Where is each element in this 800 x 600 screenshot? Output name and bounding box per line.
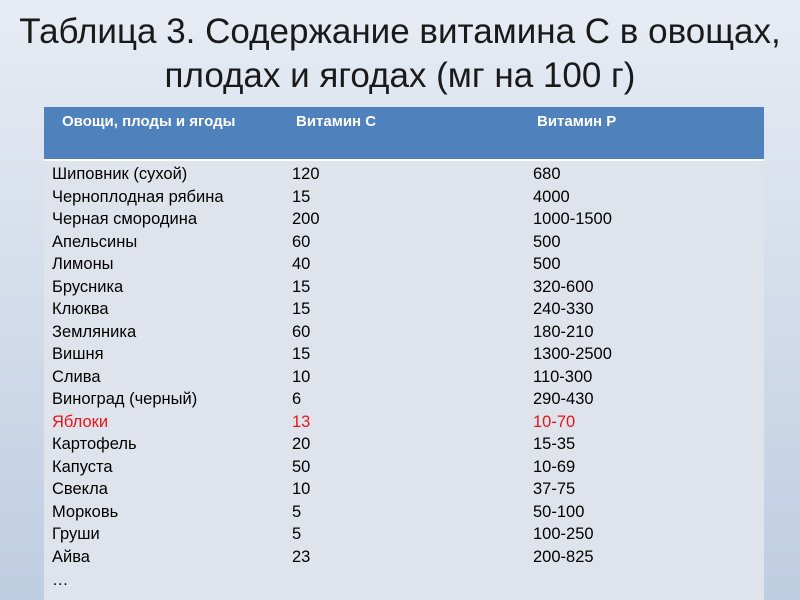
vitamin-p-cell: 1300-2500 (533, 345, 612, 363)
product-cell: Морковь (52, 502, 119, 521)
product-cell: Яблоки (52, 412, 109, 431)
product-cell: Апельсины (52, 232, 138, 251)
product-cell: Капуста (52, 457, 113, 476)
vitamin-c-cell: 10 (292, 480, 311, 498)
vitamin-c-cell: 15 (292, 187, 311, 206)
vitamin-p-cell: 180-210 (533, 322, 594, 341)
vitamin-c-cell: 23 (292, 547, 311, 566)
vitamin-p-cell: 500 (533, 255, 561, 273)
product-cell: Свекла (52, 480, 108, 498)
vitamin-p-cell: 15-35 (533, 435, 576, 453)
table-row (44, 231, 764, 254)
vitamin-p-cell: 10-69 (533, 457, 576, 476)
header-vitamin-p: Витамин Р (537, 113, 617, 130)
vitamin-p-cell: 100-250 (533, 525, 594, 543)
product-cell: Брусника (52, 277, 124, 296)
product-cell: Земляника (52, 322, 137, 341)
table-row (44, 546, 764, 569)
header-vitamin-c: Витамин С (296, 113, 377, 130)
table-row (44, 253, 764, 276)
vitamin-c-cell: 40 (292, 255, 311, 273)
table-row (44, 208, 764, 231)
table-body (44, 163, 764, 568)
product-cell: Черноплодная рябина (52, 187, 224, 206)
vitamin-c-cell: 60 (292, 322, 311, 341)
vitamin-p-cell: 37-75 (533, 480, 576, 498)
vitamin-c-cell: 15 (292, 345, 311, 363)
product-cell: Лимоны (52, 255, 114, 273)
product-cell: Айва (52, 547, 90, 566)
table-row (44, 433, 764, 456)
table-row (44, 186, 764, 209)
vitamin-table (44, 107, 764, 600)
header-product: Овощи, плоды и ягоды (62, 113, 236, 130)
vitamin-c-cell: 13 (292, 412, 311, 431)
vitamin-c-cell: 15 (292, 300, 311, 318)
vitamin-p-cell: 320-600 (533, 277, 594, 296)
vitamin-c-cell: 50 (292, 457, 311, 476)
product-cell: Черная смородина (52, 210, 198, 228)
vitamin-p-cell: 4000 (533, 187, 570, 206)
vitamin-p-cell: 500 (533, 232, 561, 251)
vitamin-p-cell: 680 (533, 165, 561, 183)
vitamin-c-cell: 5 (292, 502, 302, 521)
slide-title: Таблица 3. Содержание витамина С в овощах, плодах и ягодах (мг на 100 г) (19, 12, 781, 95)
vitamin-p-cell: 10-70 (533, 412, 576, 431)
table-row (44, 388, 764, 411)
vitamin-c-cell: 6 (292, 390, 302, 408)
table-ellipsis: … (52, 571, 69, 589)
vitamin-c-cell: 15 (292, 277, 311, 296)
table-row (44, 163, 764, 186)
vitamin-p-cell: 240-330 (533, 300, 594, 318)
vitamin-p-cell: 200-825 (533, 547, 594, 566)
table-row (44, 298, 764, 321)
table-row-highlighted (44, 411, 764, 434)
product-cell: Груши (52, 525, 100, 543)
table-row (44, 478, 764, 501)
vitamin-p-cell: 50-100 (533, 502, 585, 521)
product-cell: Картофель (52, 435, 137, 453)
vitamin-c-cell: 200 (292, 210, 320, 228)
product-cell: Клюква (52, 300, 109, 318)
table-row (44, 276, 764, 299)
vitamin-c-cell: 10 (292, 367, 311, 386)
vitamin-c-cell: 5 (292, 525, 302, 543)
table-row (44, 501, 764, 524)
table-row (44, 366, 764, 389)
vitamin-c-cell: 60 (292, 232, 311, 251)
table-header (44, 107, 764, 159)
header-divider (44, 159, 764, 161)
vitamin-c-cell: 20 (292, 435, 311, 453)
vitamin-p-cell: 1000-1500 (533, 210, 612, 228)
product-cell: Шиповник (сухой) (52, 165, 188, 183)
product-cell: Виноград (черный) (52, 390, 198, 408)
table-row (44, 523, 764, 546)
table-row (44, 321, 764, 344)
product-cell: Слива (52, 367, 101, 386)
vitamin-p-cell: 290-430 (533, 390, 594, 408)
table-row (44, 343, 764, 366)
vitamin-p-cell: 110-300 (533, 367, 593, 386)
table-row (44, 456, 764, 479)
vitamin-c-cell: 120 (292, 165, 320, 183)
product-cell: Вишня (52, 345, 104, 363)
